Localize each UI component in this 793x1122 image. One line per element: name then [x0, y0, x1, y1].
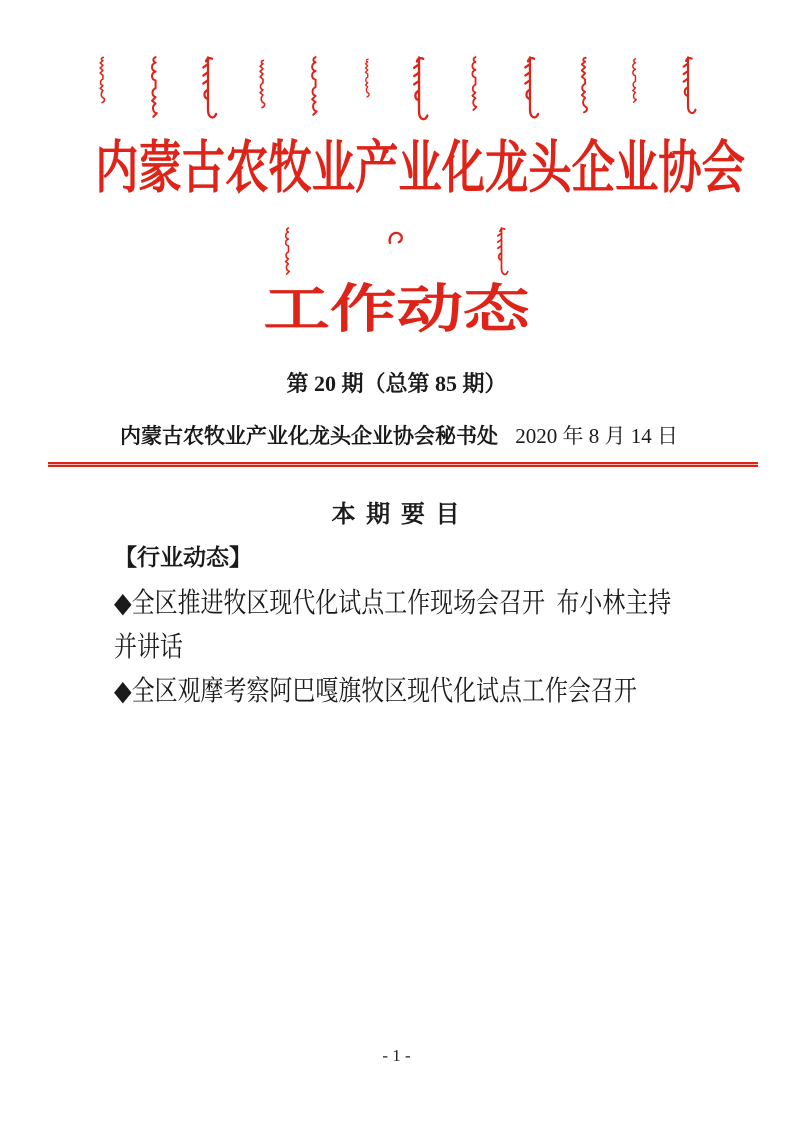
- mongolian-word-icon: [197, 56, 219, 126]
- section-label-industry-news: 【行业动态】: [114, 544, 252, 570]
- mongolian-word-icon: [92, 56, 112, 104]
- organization-title: 内蒙古农牧业产业化龙头企业协会: [95, 137, 745, 200]
- mongolian-word-icon: [386, 230, 406, 245]
- issue-number: 第 20 期（总第 85 期）: [286, 371, 507, 396]
- publisher-name: 内蒙古农牧业产业化龙头企业协会秘书处: [120, 424, 498, 448]
- mongolian-word-icon: [143, 56, 167, 118]
- journal-title: 工作动态: [263, 282, 530, 339]
- publish-date: 2020 年 8 月 14 日: [515, 424, 678, 448]
- mongolian-word-icon: [573, 56, 595, 114]
- mongolian-script-row-top: [92, 56, 700, 128]
- mongolian-word-icon: [625, 58, 645, 103]
- toc-item-line: ◆全区观摩考察阿巴嘎旗牧区现代化试点工作会召开: [114, 676, 637, 707]
- toc-item-line: ◆全区推进牧区现代化试点工作现场会召开 布小林主持: [114, 588, 672, 619]
- toc-item: [114, 670, 714, 714]
- mongolian-word-icon: [250, 59, 274, 109]
- page-number: - 1 -: [382, 1046, 411, 1065]
- mongolian-script-row-middle: [278, 227, 510, 281]
- mongolian-word-icon: [407, 56, 431, 128]
- toc-item-line: 并讲话: [114, 632, 183, 663]
- mongolian-word-icon: [462, 56, 488, 111]
- mongolian-word-icon: [518, 56, 542, 126]
- red-divider-line: [48, 462, 758, 467]
- mongolian-word-icon: [304, 56, 326, 116]
- mongolian-word-icon: [278, 227, 298, 275]
- mongolian-word-icon: [357, 58, 377, 98]
- contents-title: 本 期 要 目: [331, 501, 462, 528]
- mongolian-word-icon: [493, 227, 510, 281]
- mongolian-word-icon: [676, 56, 700, 121]
- byline: [120, 420, 678, 450]
- table-of-contents: [114, 582, 714, 714]
- toc-item: [114, 582, 714, 670]
